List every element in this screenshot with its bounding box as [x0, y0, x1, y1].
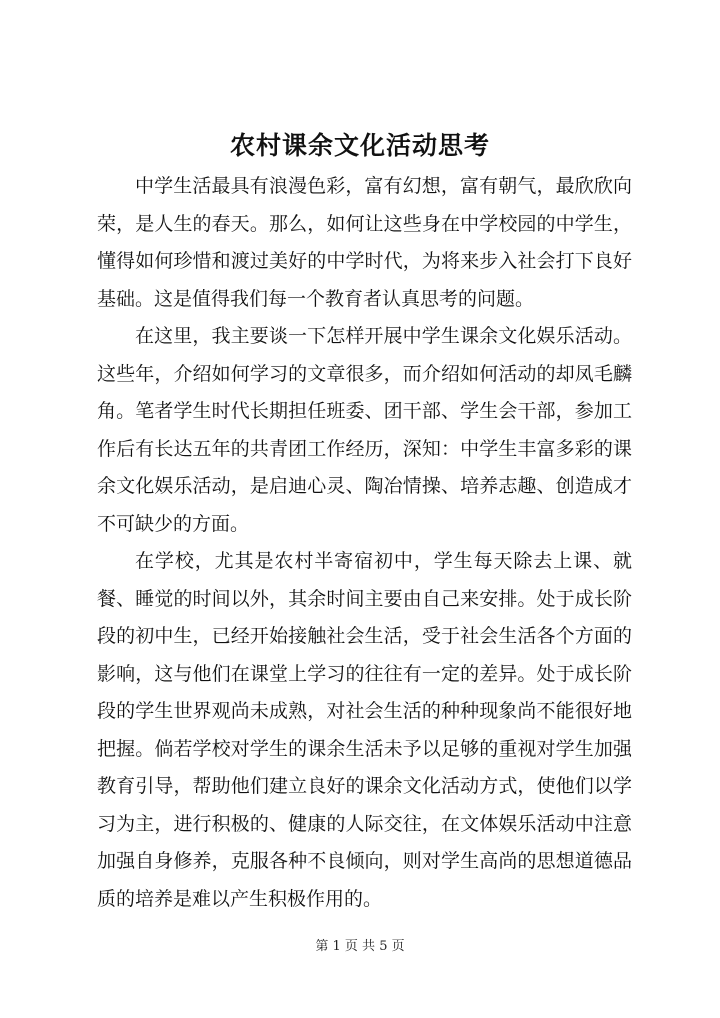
paragraph-3: 在学校，尤其是农村半寄宿初中，学生每天除去上课、就餐、睡觉的时间以外，其余时间主要由自己来安排。处于成长阶段的初中生，已经开始接触社会生活，受于社会生活各个方面的影响，这与他们在课堂上学习的往往有一定的差异。处于成长阶段的学生世界观尚未成熟，对社会生活的种种现象尚不能很好地把握。倘若学校对学生的课余生活未予以足够的重视对学生加强教育引导，帮助他们建立良好的课余文化活动方式，使他们以学习为主，进行积极的、健康的人际交往，在文体娱乐活动中注意加强自身修养，克服各种不良倾向，则对学生高尚的思想道德品质的培养是难以产生积极作用的。 [97, 550, 632, 910]
page-number-footer: 第 1 页 共 5 页 [315, 939, 405, 954]
document-body [97, 168, 632, 918]
paragraph-1: 中学生活最具有浪漫色彩，富有幻想，富有朝气，最欣欣向荣，是人生的春天。那么，如何让这些身在中学校园的中学生，懂得如何珍惜和渡过美好的中学时代，为将来步入社会打下良好基础。这是值得我们每一个教育者认真思考的问题。 [97, 175, 632, 310]
paragraph-2: 在这里，我主要谈一下怎样开展中学生课余文化娱乐活动。这些年，介绍如何学习的文章很多，而介绍如何活动的却凤毛麟角。笔者学生时代长期担任班委、团干部、学生会干部，参加工作后有长达五年的共青团工作经历，深知：中学生丰富多彩的课余文化娱乐活动，是启迪心灵、陶冶情操、培养志趣、创造成才不可缺少的方面。 [97, 325, 632, 535]
document-title: 农村课余文化活动思考 [229, 131, 490, 160]
